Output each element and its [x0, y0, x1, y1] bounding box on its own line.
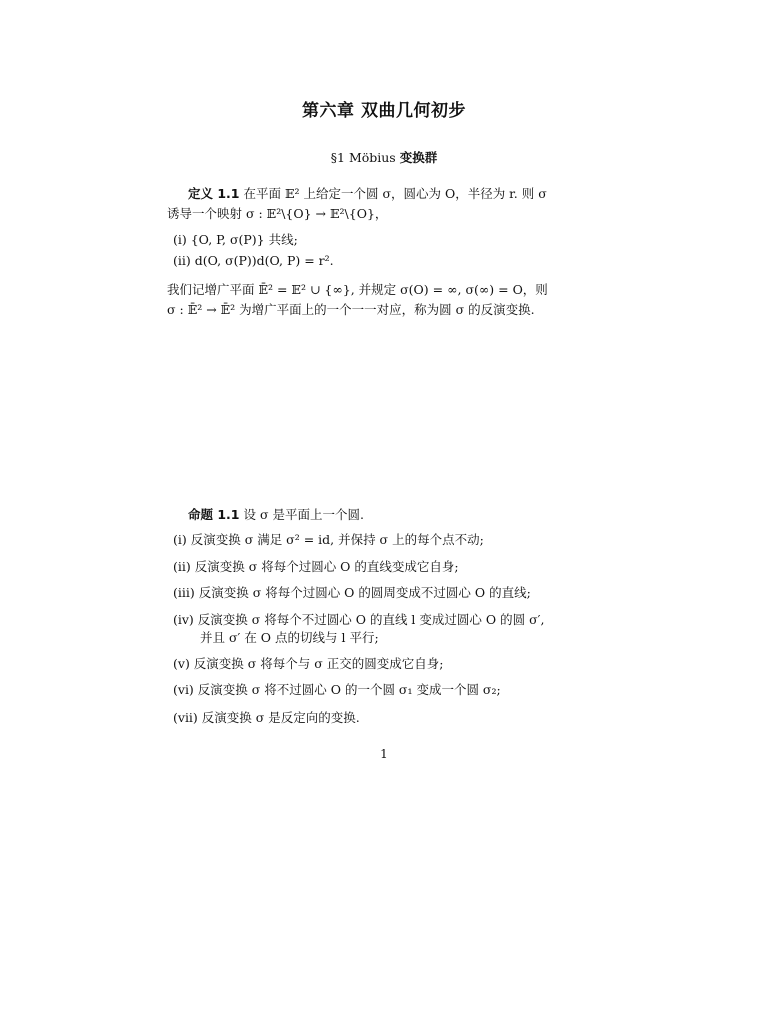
- proposition-heading: [188, 505, 364, 523]
- definition-item-2: (ii) d(O, σ(P))d(O, P) = r².: [173, 253, 334, 268]
- definition-line-4: σ : 𝔼̄² → 𝔼̄² 为增广平面上的一个一一对应，称为圆 σ 的反演变换.: [167, 302, 535, 317]
- proposition-item-iv: (iv) 反演变换 σ 将每个不过圆心 O 的直线 l 变成过圆心 O 的圆 σ′,: [173, 612, 545, 627]
- section-name-latin: Möbius: [348, 150, 396, 165]
- section-number: §1: [330, 150, 345, 165]
- section-heading: [0, 148, 768, 166]
- proposition-item-iii: (iii) 反演变换 σ 将每个过圆心 O 的圆周变成不过圆心 O 的直线;: [173, 585, 531, 600]
- proposition-item-v: (v) 反演变换 σ 将每个与 σ 正交的圆变成它自身;: [173, 656, 444, 671]
- definition-line-2: 诱导一个映射 σ : 𝔼²\{O} → 𝔼²\{O}，: [167, 206, 388, 221]
- proposition-item-i: (i) 反演变换 σ 满足 σ² = id, 并保持 σ 上的每个点不动;: [173, 532, 484, 547]
- definition-text-1: 在平面 𝔼² 上给定一个圆 σ，圆心为 O，半径为 r. 则 σ: [243, 186, 547, 201]
- proposition-label: 命题 1.1: [188, 507, 240, 522]
- proposition-item-iv-cont: 并且 σ′ 在 O 点的切线与 l 平行;: [200, 630, 379, 645]
- proposition-intro: 设 σ 是平面上一个圆.: [243, 507, 364, 522]
- proposition-item-vi: (vi) 反演变换 σ 将不过圆心 O 的一个圆 σ₁ 变成一个圆 σ₂;: [173, 682, 501, 697]
- definition-line-3: 我们记增广平面 𝔼̄² = 𝔼² ∪ {∞}, 并规定 σ(O) = ∞, σ(∞) = O，则: [167, 282, 548, 297]
- page-number: 1: [380, 747, 388, 761]
- section-name-cjk: 变换群: [399, 150, 438, 165]
- definition-label: 定义 1.1: [188, 186, 240, 201]
- chapter-title: 第六章 双曲几何初步: [302, 101, 466, 121]
- proposition-item-ii: (ii) 反演变换 σ 将每个过圆心 O 的直线变成它自身;: [173, 559, 459, 574]
- proposition-item-vii: (vii) 反演变换 σ 是反定向的变换.: [173, 710, 360, 725]
- definition-line-1: [188, 184, 547, 202]
- definition-item-1: (i) {O, P, σ(P)} 共线;: [173, 232, 298, 247]
